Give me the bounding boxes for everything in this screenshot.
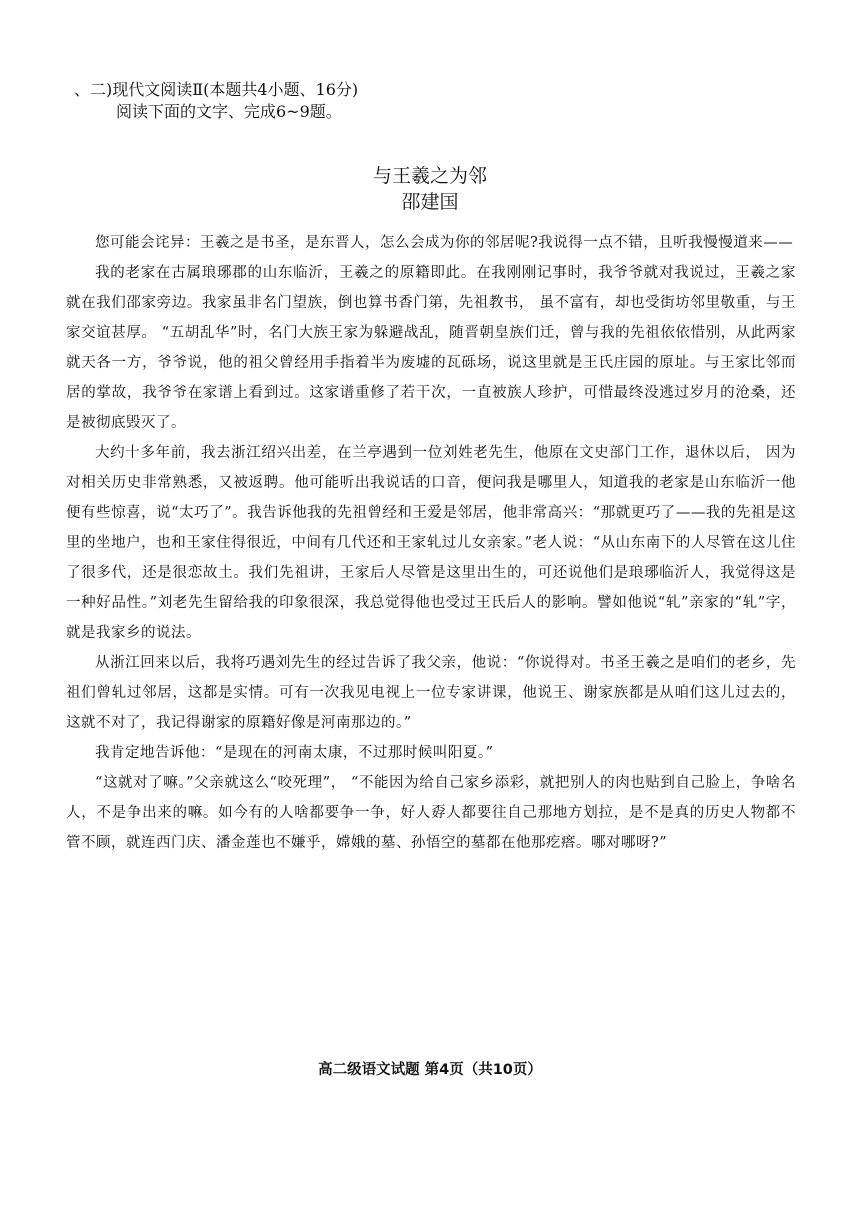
paragraph: “这就对了嘛。”父亲就这么“咬死理”， “不能因为给自己家乡添彩，就把别人的肉也贴到自己脸上，争啥名人，不是争出来的嘛。如今有的人啥都要争一争，好人孬人都要往自己那地方划拉，是不是真的历史人物都不管不顾，就连西门庆、潘金莲也不嫌乎，嫦娥的墓、孙悟空的墓都在他那疙瘩。哪对哪呀?” xyxy=(66,775,796,851)
section-heading: 、二)现代文阅读Ⅱ(本题共4小题、16分) xyxy=(74,80,359,99)
paragraph: 您可能会诧异：王羲之是书圣，是东晋人，怎么会成为你的邻居呢?我说得一点不错，且听我慢慢道来—— xyxy=(95,235,794,251)
article-title: 与王羲之为邻 xyxy=(372,165,487,187)
reading-instruction: 阅读下面的文字、完成6~9题。 xyxy=(116,102,342,121)
paragraph: 从浙江回来以后，我将巧遇刘先生的经过告诉了我父亲，他说：“你说得对。书圣王羲之是咱们的老乡，先祖们曾轧过邻居，这都是实情。可有一次我见电视上一位专家讲课，他说王、谢家族都是从咱们这儿过去的，这就不对了，我记得谢家的原籍好像是河南那边的。” xyxy=(66,655,796,731)
paragraph: 大约十多年前，我去浙江绍兴出差，在兰亭遇到一位刘姓老先生，他原在文史部门工作，退休以后， 因为对相关历史非常熟悉，又被返聘。他可能听出我说话的口音，便问我是哪里人，知道我的老家是山东临沂一他便有些惊喜，说“太巧了”。我告诉他我的先祖曾经和王爱是邻居，他非常高兴：“那就更巧了——我的先祖是这里的坐地户，也和王家住得很近，中间有几代还和王家轧过儿女亲家。”老人说：“从山东南下的人尽管在这儿住了很多代，还是很恋故土。我们先祖讲，王家后人尽管是这里出生的，可还说他们是琅琊临沂人，我觉得这是一种好品性。”刘老先生留给我的印象很深，我总觉得他也受过王氏后人的影响。譬如他说“轧”亲家的“轧”字，就是我家乡的说法。 xyxy=(66,445,796,641)
page-footer: 高二级语文试题 第4页（共10页） xyxy=(318,1062,542,1078)
article-body xyxy=(66,228,796,858)
paragraph: 我肯定地告诉他：“是现在的河南太康，不过那时候叫阳夏。” xyxy=(95,745,494,761)
paragraph: 我的老家在古属琅琊郡的山东临沂，王羲之的原籍即此。在我刚刚记事时，我爷爷就对我说过，王羲之家就在我们邵家旁边。我家虽非名门望族，倒也算书香门第，先祖教书， 虽不富有，却也受街坊邻里敬重，与王家交谊甚厚。 “五胡乱华”时，名门大族王家为躲避战乱，随晋朝皇族们迁，曾与我的先祖依依惜别，从此两家就天各一方，爷爷说，他的祖父曾经用手指着半为废墟的瓦砾场，说这里就是王氏庄园的原址。与王家比邻而居的掌故，我爷爷在家谱上看到过。这家谱重修了若干次，一直被族人珍护，可惜最终没逃过岁月的沧桑，还是被彻底毁灭了。 xyxy=(66,265,796,431)
article-author: 邵建国 xyxy=(401,191,459,213)
